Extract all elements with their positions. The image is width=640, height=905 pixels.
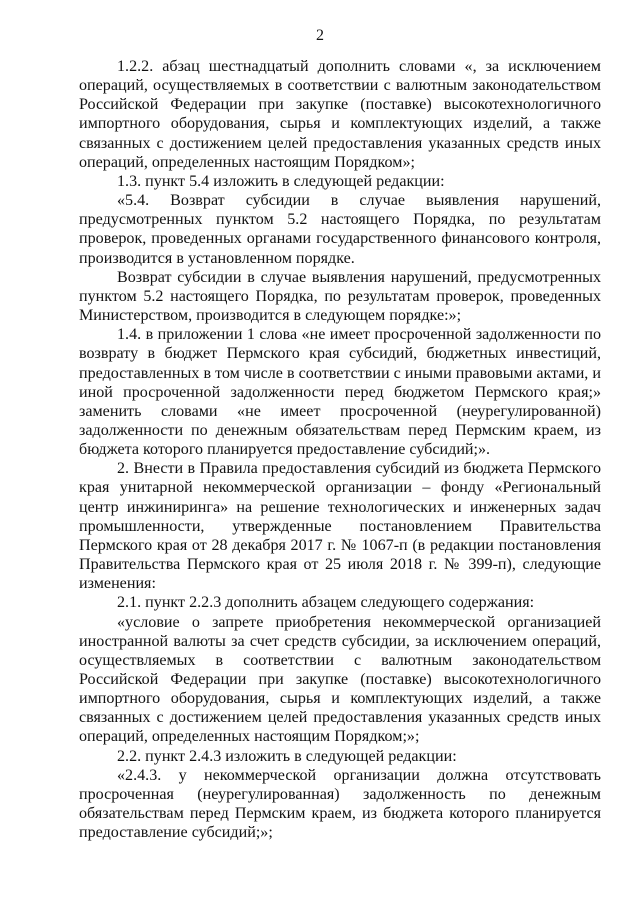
- paragraph-2: 2. Внести в Правила предоставления субсидий из бюджета Пермского края унитарной некоммерческой организации – фонду «Региональный центр инжиниринга» на решение технологических и инженерных задач промышленности, утвержденные постановлением Правительства Пермского края от 28 декабря 2017 г. № 1067-п (в редакции постановления Правительства Пермского края от 25 июля 2018 г. № 399-п), следующие изменения:: [79, 460, 601, 593]
- document-body: [79, 57, 601, 842]
- page-number: 2: [316, 27, 324, 44]
- paragraph-2-2-3-condition: «условие о запрете приобретения некоммерческой организацией иностранной валюты за счет средств субсидии, за исключением операций, осуществляемых в соответствии с валютным законодательством Российской Федерации при закупке (поставке) высокотехнологичного импортного оборудования, сырья и комплектующих изделий, а также связанных с достижением целей предоставления указанных средств иных операций, определенных настоящим Порядком;»;: [79, 613, 601, 746]
- paragraph-1-3: 1.3. пункт 5.4 изложить в следующей редакции:: [117, 172, 445, 190]
- paragraph-1-4: 1.4. в приложении 1 слова «не имеет просроченной задолженности по возврату в бюджет Пермского края субсидий, бюджетных инвестиций, предоставленных в том числе в соответствии с иными правовыми актами, и иной просроченной задолженности перед бюджетом Пермского края;» заменить словами «не имеет просроченной (неурегулированной) задолженности по денежным обязательствам перед Пермским краем, из бюджета которого планируется предоставление субсидий;».: [79, 326, 601, 459]
- paragraph-5-4-return: Возврат субсидии в случае выявления нарушений, предусмотренных пунктом 5.2 настоящего Порядка, по результатам проверок, проведенных Министерством, производится в следующем порядке:»;: [79, 268, 601, 325]
- paragraph-2-1: 2.1. пункт 2.2.3 дополнить абзацем следующего содержания:: [117, 594, 535, 612]
- paragraph-2-4-3: «2.4.3. у некоммерческой организации должна отсутствовать просроченная (неурегулированная) задолженность по денежным обязательствам перед Пермским краем, из бюджета которого планируется предоставление субсидий;»;: [79, 766, 601, 842]
- paragraph-1-2-2: 1.2.2. абзац шестнадцатый дополнить словами «, за исключением операций, осуществляемых в соответствии с валютным законодательством Российской Федерации при закупке (поставке) высокотехнологичного импортного оборудования, сырья и комплектующих изделий, а также связанных с достижением целей предоставления указанных средств иных операций, определенных настоящим Порядком»;: [79, 58, 601, 171]
- paragraph-5-4: «5.4. Возврат субсидии в случае выявления нарушений, предусмотренных пунктом 5.2 настоящего Порядка, по результатам проверок, проведенных органами государственного финансового контроля, производится в установленном порядке.: [79, 192, 601, 267]
- paragraph-2-2: 2.2. пункт 2.4.3 изложить в следующей редакции:: [117, 747, 457, 765]
